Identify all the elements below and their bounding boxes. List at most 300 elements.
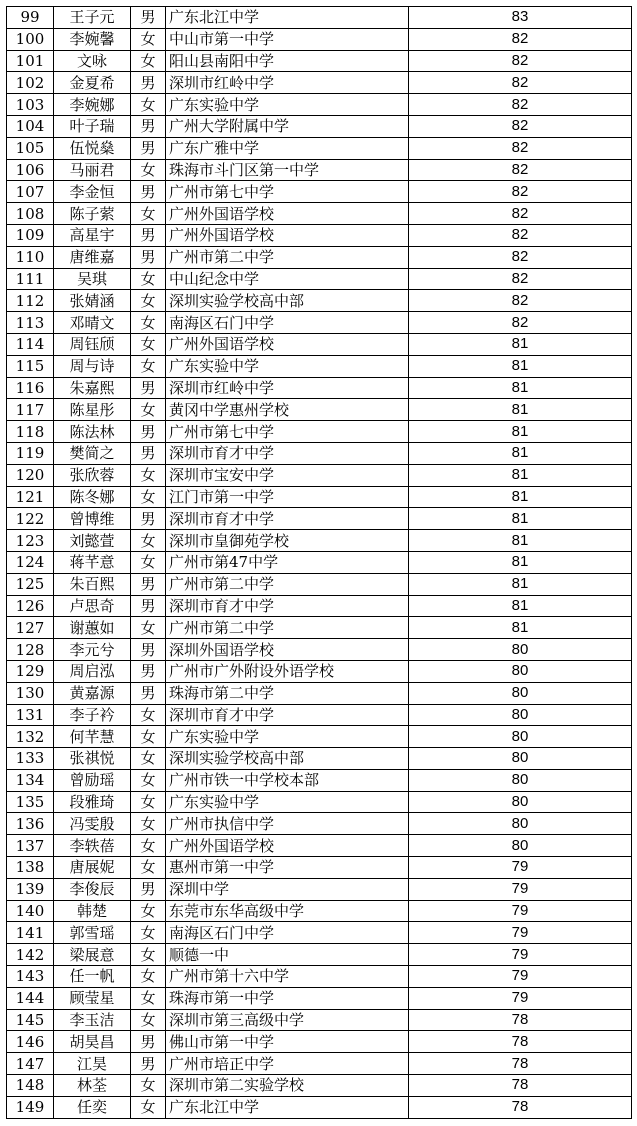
score-cell: 82	[409, 203, 632, 225]
table-row	[7, 115, 632, 137]
table-row	[7, 922, 632, 944]
name-cell: 朱嘉熙	[54, 377, 131, 399]
rank-cell: 128	[7, 639, 54, 661]
table-row	[7, 7, 632, 29]
gender-cell: 男	[131, 246, 166, 268]
school-cell: 广州市第二中学	[166, 246, 409, 268]
table-row	[7, 1096, 632, 1118]
rank-cell: 143	[7, 966, 54, 988]
rank-cell: 102	[7, 72, 54, 94]
table-row	[7, 290, 632, 312]
rank-cell: 133	[7, 748, 54, 770]
gender-cell: 女	[131, 333, 166, 355]
table-row	[7, 246, 632, 268]
rank-cell: 103	[7, 94, 54, 116]
rank-cell: 148	[7, 1075, 54, 1097]
school-cell: 深圳市育才中学	[166, 704, 409, 726]
gender-cell: 女	[131, 900, 166, 922]
gender-cell: 女	[131, 28, 166, 50]
rank-cell: 108	[7, 203, 54, 225]
rank-cell: 134	[7, 769, 54, 791]
gender-cell: 男	[131, 72, 166, 94]
table-row	[7, 224, 632, 246]
gender-cell: 女	[131, 791, 166, 813]
score-cell: 82	[409, 137, 632, 159]
score-cell: 80	[409, 660, 632, 682]
gender-cell: 女	[131, 966, 166, 988]
rank-cell: 140	[7, 900, 54, 922]
school-cell: 中山纪念中学	[166, 268, 409, 290]
name-cell: 卢思奇	[54, 595, 131, 617]
rank-cell: 137	[7, 835, 54, 857]
table-row	[7, 617, 632, 639]
gender-cell: 女	[131, 857, 166, 879]
score-cell: 81	[409, 551, 632, 573]
school-cell: 广东广雅中学	[166, 137, 409, 159]
score-cell: 80	[409, 769, 632, 791]
school-cell: 广州市第十六中学	[166, 966, 409, 988]
name-cell: 曾博维	[54, 508, 131, 530]
name-cell: 李婉馨	[54, 28, 131, 50]
school-cell: 深圳市育才中学	[166, 508, 409, 530]
rank-cell: 120	[7, 464, 54, 486]
score-cell: 82	[409, 268, 632, 290]
score-cell: 79	[409, 900, 632, 922]
score-cell: 82	[409, 224, 632, 246]
name-cell: 周钰颀	[54, 333, 131, 355]
school-cell: 广东实验中学	[166, 726, 409, 748]
score-table	[6, 6, 632, 1119]
table-row	[7, 682, 632, 704]
name-cell: 王子元	[54, 7, 131, 29]
name-cell: 周与诗	[54, 355, 131, 377]
name-cell: 李玉洁	[54, 1009, 131, 1031]
score-cell: 81	[409, 399, 632, 421]
gender-cell: 男	[131, 1053, 166, 1075]
rank-cell: 129	[7, 660, 54, 682]
table-row	[7, 159, 632, 181]
rank-cell: 135	[7, 791, 54, 813]
score-cell: 80	[409, 791, 632, 813]
gender-cell: 女	[131, 1075, 166, 1097]
school-cell: 惠州市第一中学	[166, 857, 409, 879]
school-cell: 深圳实验学校高中部	[166, 748, 409, 770]
name-cell: 陈法林	[54, 421, 131, 443]
name-cell: 陈子萦	[54, 203, 131, 225]
school-cell: 广东实验中学	[166, 355, 409, 377]
name-cell: 任奕	[54, 1096, 131, 1118]
rank-cell: 142	[7, 944, 54, 966]
school-cell: 佛山市第一中学	[166, 1031, 409, 1053]
table-row	[7, 748, 632, 770]
gender-cell: 女	[131, 1009, 166, 1031]
score-cell: 78	[409, 1075, 632, 1097]
rank-cell: 109	[7, 224, 54, 246]
table-row	[7, 464, 632, 486]
rank-cell: 130	[7, 682, 54, 704]
score-cell: 80	[409, 835, 632, 857]
rank-cell: 110	[7, 246, 54, 268]
name-cell: 李子衿	[54, 704, 131, 726]
school-cell: 中山市第一中学	[166, 28, 409, 50]
rank-cell: 139	[7, 878, 54, 900]
name-cell: 朱百熙	[54, 573, 131, 595]
name-cell: 邓晴文	[54, 312, 131, 334]
table-row	[7, 268, 632, 290]
school-cell: 广州市广外附设外语学校	[166, 660, 409, 682]
name-cell: 胡昊昌	[54, 1031, 131, 1053]
school-cell: 广东北江中学	[166, 7, 409, 29]
score-cell: 82	[409, 181, 632, 203]
rank-cell: 144	[7, 987, 54, 1009]
rank-cell: 123	[7, 530, 54, 552]
school-cell: 广州市铁一中学校本部	[166, 769, 409, 791]
gender-cell: 男	[131, 137, 166, 159]
gender-cell: 女	[131, 399, 166, 421]
table-row	[7, 421, 632, 443]
table-row	[7, 1009, 632, 1031]
school-cell: 广州市第二中学	[166, 573, 409, 595]
gender-cell: 女	[131, 987, 166, 1009]
school-cell: 广州市培正中学	[166, 1053, 409, 1075]
school-cell: 广州外国语学校	[166, 835, 409, 857]
gender-cell: 男	[131, 181, 166, 203]
rank-cell: 114	[7, 333, 54, 355]
name-cell: 高星宇	[54, 224, 131, 246]
name-cell: 吴琪	[54, 268, 131, 290]
table-row	[7, 50, 632, 72]
score-cell: 81	[409, 421, 632, 443]
gender-cell: 男	[131, 421, 166, 443]
school-cell: 南海区石门中学	[166, 922, 409, 944]
name-cell: 李元兮	[54, 639, 131, 661]
school-cell: 广东北江中学	[166, 1096, 409, 1118]
name-cell: 金夏希	[54, 72, 131, 94]
school-cell: 广东实验中学	[166, 791, 409, 813]
gender-cell: 女	[131, 944, 166, 966]
school-cell: 广东实验中学	[166, 94, 409, 116]
school-cell: 深圳市第二实验学校	[166, 1075, 409, 1097]
table-row	[7, 1053, 632, 1075]
name-cell: 林荃	[54, 1075, 131, 1097]
score-cell: 83	[409, 7, 632, 29]
school-cell: 珠海市第二中学	[166, 682, 409, 704]
table-row	[7, 377, 632, 399]
gender-cell: 女	[131, 530, 166, 552]
table-row	[7, 726, 632, 748]
school-cell: 深圳中学	[166, 878, 409, 900]
name-cell: 李金恒	[54, 181, 131, 203]
school-cell: 江门市第一中学	[166, 486, 409, 508]
school-cell: 南海区石门中学	[166, 312, 409, 334]
gender-cell: 男	[131, 660, 166, 682]
score-cell: 79	[409, 857, 632, 879]
name-cell: 李俊辰	[54, 878, 131, 900]
score-cell: 82	[409, 72, 632, 94]
table-row	[7, 333, 632, 355]
name-cell: 李婉娜	[54, 94, 131, 116]
name-cell: 文咏	[54, 50, 131, 72]
school-cell: 深圳市宝安中学	[166, 464, 409, 486]
school-cell: 深圳市育才中学	[166, 595, 409, 617]
name-cell: 张欣蓉	[54, 464, 131, 486]
gender-cell: 男	[131, 442, 166, 464]
rank-cell: 124	[7, 551, 54, 573]
score-cell: 79	[409, 878, 632, 900]
name-cell: 曾励瑶	[54, 769, 131, 791]
name-cell: 任一帆	[54, 966, 131, 988]
gender-cell: 女	[131, 268, 166, 290]
score-cell: 80	[409, 726, 632, 748]
gender-cell: 男	[131, 377, 166, 399]
gender-cell: 男	[131, 639, 166, 661]
score-cell: 80	[409, 813, 632, 835]
gender-cell: 女	[131, 835, 166, 857]
table-row	[7, 72, 632, 94]
score-cell: 78	[409, 1096, 632, 1118]
rank-cell: 118	[7, 421, 54, 443]
score-cell: 81	[409, 355, 632, 377]
score-cell: 81	[409, 486, 632, 508]
table-row	[7, 835, 632, 857]
score-cell: 81	[409, 530, 632, 552]
table-row	[7, 660, 632, 682]
score-cell: 81	[409, 333, 632, 355]
table-row	[7, 442, 632, 464]
name-cell: 张婧涵	[54, 290, 131, 312]
name-cell: 唐维嘉	[54, 246, 131, 268]
gender-cell: 男	[131, 595, 166, 617]
school-cell: 广州市第47中学	[166, 551, 409, 573]
score-cell: 82	[409, 94, 632, 116]
score-cell: 78	[409, 1031, 632, 1053]
table-row	[7, 944, 632, 966]
table-row	[7, 137, 632, 159]
table-row	[7, 704, 632, 726]
table-row	[7, 791, 632, 813]
school-cell: 深圳市育才中学	[166, 442, 409, 464]
name-cell: 梁展意	[54, 944, 131, 966]
rank-cell: 131	[7, 704, 54, 726]
name-cell: 郭雪瑶	[54, 922, 131, 944]
score-cell: 81	[409, 573, 632, 595]
rank-cell: 146	[7, 1031, 54, 1053]
school-cell: 广州市第二中学	[166, 617, 409, 639]
school-cell: 深圳实验学校高中部	[166, 290, 409, 312]
score-cell: 78	[409, 1053, 632, 1075]
score-cell: 81	[409, 617, 632, 639]
gender-cell: 男	[131, 682, 166, 704]
rank-cell: 117	[7, 399, 54, 421]
school-cell: 广州市执信中学	[166, 813, 409, 835]
name-cell: 陈星彤	[54, 399, 131, 421]
table-row	[7, 987, 632, 1009]
rank-cell: 125	[7, 573, 54, 595]
rank-cell: 111	[7, 268, 54, 290]
school-cell: 阳山县南阳中学	[166, 50, 409, 72]
rank-cell: 101	[7, 50, 54, 72]
school-cell: 广州大学附属中学	[166, 115, 409, 137]
rank-cell: 119	[7, 442, 54, 464]
gender-cell: 女	[131, 813, 166, 835]
gender-cell: 女	[131, 486, 166, 508]
gender-cell: 男	[131, 1031, 166, 1053]
rank-cell: 100	[7, 28, 54, 50]
gender-cell: 女	[131, 551, 166, 573]
score-cell: 81	[409, 595, 632, 617]
rank-cell: 149	[7, 1096, 54, 1118]
school-cell: 黄冈中学惠州学校	[166, 399, 409, 421]
name-cell: 叶子瑞	[54, 115, 131, 137]
gender-cell: 男	[131, 115, 166, 137]
score-table-body	[7, 7, 632, 1119]
table-row	[7, 1031, 632, 1053]
rank-cell: 112	[7, 290, 54, 312]
gender-cell: 女	[131, 312, 166, 334]
name-cell: 张祺悦	[54, 748, 131, 770]
score-cell: 81	[409, 508, 632, 530]
gender-cell: 男	[131, 224, 166, 246]
gender-cell: 女	[131, 748, 166, 770]
gender-cell: 女	[131, 50, 166, 72]
name-cell: 陈冬娜	[54, 486, 131, 508]
rank-cell: 127	[7, 617, 54, 639]
table-row	[7, 639, 632, 661]
school-cell: 深圳市第三高级中学	[166, 1009, 409, 1031]
school-cell: 珠海市斗门区第一中学	[166, 159, 409, 181]
table-row	[7, 399, 632, 421]
table-row	[7, 966, 632, 988]
table-row	[7, 900, 632, 922]
school-cell: 深圳市红岭中学	[166, 377, 409, 399]
rank-cell: 145	[7, 1009, 54, 1031]
table-row	[7, 312, 632, 334]
gender-cell: 女	[131, 203, 166, 225]
score-cell: 82	[409, 312, 632, 334]
table-row	[7, 355, 632, 377]
score-cell: 79	[409, 966, 632, 988]
table-row	[7, 28, 632, 50]
name-cell: 李轶蓓	[54, 835, 131, 857]
table-row	[7, 878, 632, 900]
rank-cell: 99	[7, 7, 54, 29]
name-cell: 马丽君	[54, 159, 131, 181]
school-cell: 东莞市东华高级中学	[166, 900, 409, 922]
score-cell: 78	[409, 1009, 632, 1031]
table-row	[7, 1075, 632, 1097]
gender-cell: 女	[131, 726, 166, 748]
rank-cell: 121	[7, 486, 54, 508]
table-row	[7, 181, 632, 203]
score-cell: 80	[409, 704, 632, 726]
table-row	[7, 857, 632, 879]
table-row	[7, 769, 632, 791]
gender-cell: 男	[131, 508, 166, 530]
score-cell: 80	[409, 748, 632, 770]
score-cell: 81	[409, 442, 632, 464]
score-cell: 82	[409, 159, 632, 181]
rank-cell: 104	[7, 115, 54, 137]
rank-cell: 141	[7, 922, 54, 944]
score-cell: 79	[409, 922, 632, 944]
rank-cell: 138	[7, 857, 54, 879]
name-cell: 江昊	[54, 1053, 131, 1075]
score-cell: 82	[409, 115, 632, 137]
school-cell: 广州市第七中学	[166, 421, 409, 443]
name-cell: 周启泓	[54, 660, 131, 682]
name-cell: 黄嘉源	[54, 682, 131, 704]
school-cell: 深圳外国语学校	[166, 639, 409, 661]
rank-cell: 116	[7, 377, 54, 399]
name-cell: 谢蕙如	[54, 617, 131, 639]
score-cell: 82	[409, 50, 632, 72]
gender-cell: 女	[131, 464, 166, 486]
rank-cell: 126	[7, 595, 54, 617]
name-cell: 韩楚	[54, 900, 131, 922]
name-cell: 刘懿萱	[54, 530, 131, 552]
rank-cell: 105	[7, 137, 54, 159]
name-cell: 唐展妮	[54, 857, 131, 879]
score-cell: 82	[409, 28, 632, 50]
rank-cell: 147	[7, 1053, 54, 1075]
name-cell: 蒋芊意	[54, 551, 131, 573]
score-cell: 81	[409, 464, 632, 486]
score-cell: 80	[409, 639, 632, 661]
table-row	[7, 813, 632, 835]
score-cell: 81	[409, 377, 632, 399]
school-cell: 广州市第七中学	[166, 181, 409, 203]
name-cell: 何芊慧	[54, 726, 131, 748]
name-cell: 冯雯殷	[54, 813, 131, 835]
score-cell: 79	[409, 987, 632, 1009]
school-cell: 广州外国语学校	[166, 203, 409, 225]
rank-cell: 132	[7, 726, 54, 748]
table-row	[7, 486, 632, 508]
gender-cell: 女	[131, 769, 166, 791]
score-cell: 82	[409, 290, 632, 312]
score-cell: 80	[409, 682, 632, 704]
table-row	[7, 595, 632, 617]
rank-cell: 122	[7, 508, 54, 530]
gender-cell: 女	[131, 355, 166, 377]
name-cell: 樊简之	[54, 442, 131, 464]
gender-cell: 女	[131, 290, 166, 312]
gender-cell: 女	[131, 617, 166, 639]
rank-cell: 136	[7, 813, 54, 835]
school-cell: 深圳市皇御苑学校	[166, 530, 409, 552]
table-row	[7, 551, 632, 573]
name-cell: 段雅琦	[54, 791, 131, 813]
rank-cell: 113	[7, 312, 54, 334]
table-row	[7, 530, 632, 552]
gender-cell: 女	[131, 1096, 166, 1118]
name-cell: 伍悦燊	[54, 137, 131, 159]
school-cell: 广州外国语学校	[166, 224, 409, 246]
gender-cell: 男	[131, 878, 166, 900]
gender-cell: 女	[131, 704, 166, 726]
school-cell: 顺德一中	[166, 944, 409, 966]
score-cell: 79	[409, 944, 632, 966]
table-row	[7, 94, 632, 116]
school-cell: 珠海市第一中学	[166, 987, 409, 1009]
score-cell: 82	[409, 246, 632, 268]
gender-cell: 女	[131, 94, 166, 116]
rank-cell: 106	[7, 159, 54, 181]
gender-cell: 男	[131, 573, 166, 595]
table-row	[7, 508, 632, 530]
table-row	[7, 573, 632, 595]
school-cell: 广州外国语学校	[166, 333, 409, 355]
